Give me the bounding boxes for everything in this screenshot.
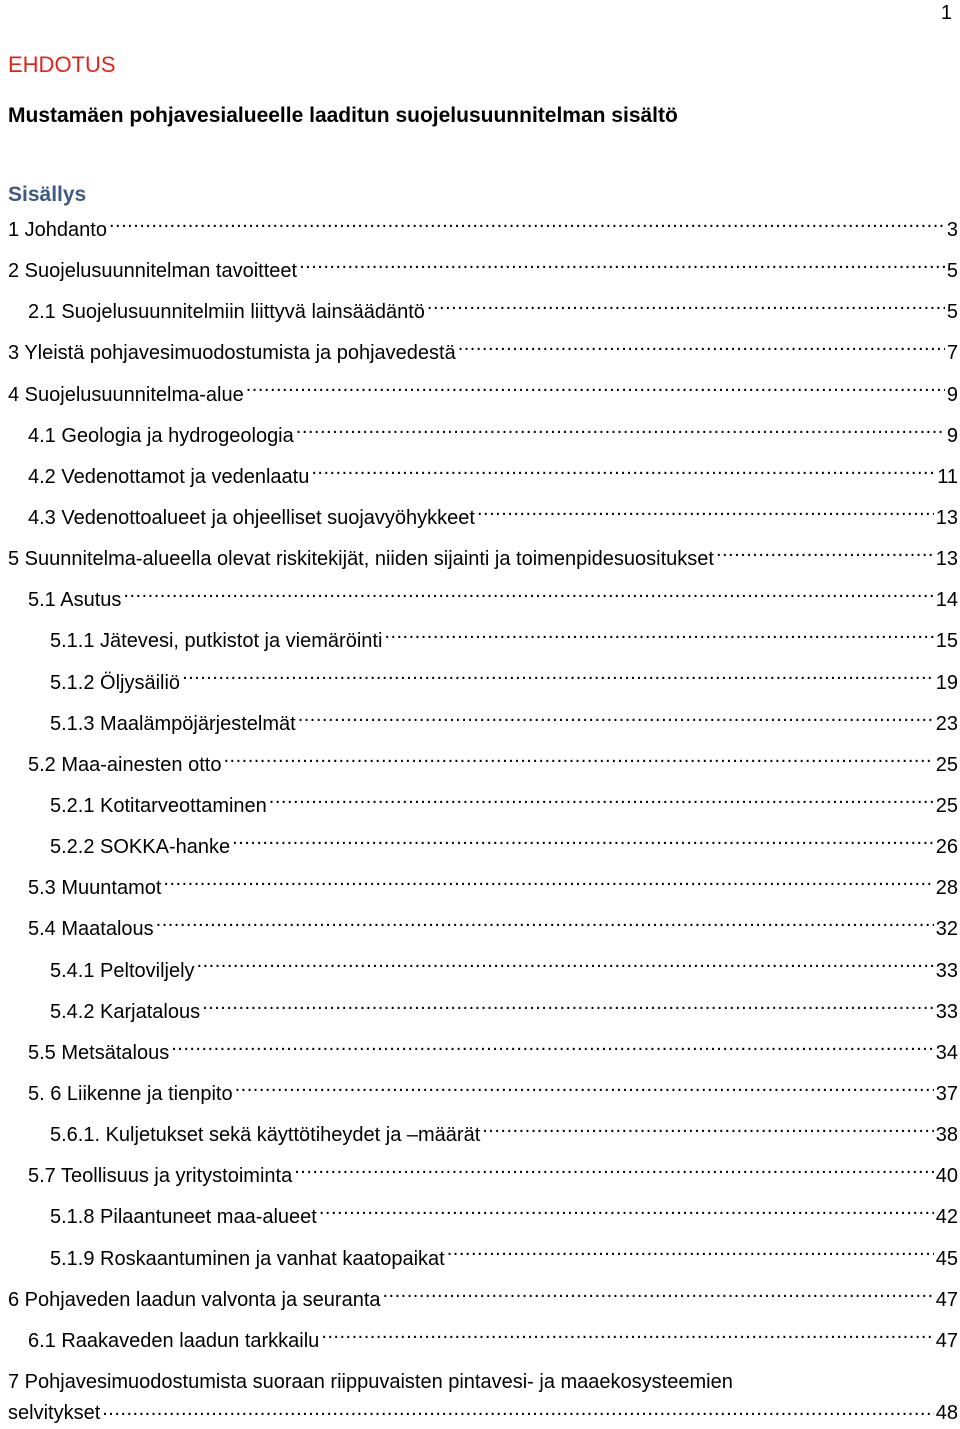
toc-entry[interactable]	[8, 498, 958, 539]
toc-entry-title: 5.4.1 Peltoviljely	[50, 959, 195, 982]
dot-leader	[246, 381, 945, 401]
toc-entry-page: 15	[935, 630, 958, 653]
dot-leader	[156, 915, 934, 935]
toc-entry[interactable]	[8, 786, 958, 827]
toc-entry-title: 5 Suunnitelma-alueella olevat riskitekijät, niiden sijainti ja toimenpidesuositukset	[8, 548, 714, 571]
toc-entry-title: 5.4 Maatalous	[28, 918, 154, 941]
dot-leader	[171, 1039, 934, 1059]
toc-entry-page: 34	[935, 1041, 958, 1064]
toc-entry-page: 5	[946, 260, 958, 283]
toc-entry[interactable]	[8, 1115, 958, 1156]
toc-entry-title: 2 Suojelusuunnitelman tavoitteet	[8, 260, 298, 283]
toc-entry-title: 7 Pohjavesimuodostumista suoraan riippuvaisten pintavesi- ja maaekosysteemien	[8, 1370, 733, 1393]
dot-leader	[477, 504, 934, 524]
dot-leader	[269, 792, 934, 812]
toc-entry-page: 9	[946, 383, 958, 406]
toc-entry[interactable]	[8, 457, 958, 498]
dot-leader	[163, 874, 933, 894]
toc-entry-page: 37	[935, 1082, 958, 1105]
toc-entry-title: 2.1 Suojelusuunnitelmiin liittyvä lainsäädäntö	[28, 301, 425, 324]
toc-entry-page: 23	[935, 712, 958, 735]
toc-entry[interactable]	[8, 621, 958, 662]
toc-entry-title: 4 Suojelusuunnitelma-alue	[8, 383, 244, 406]
dot-leader	[202, 998, 934, 1018]
toc-entry[interactable]	[8, 416, 958, 457]
dot-leader	[102, 1399, 934, 1419]
toc-entry[interactable]	[8, 210, 958, 251]
toc-entry[interactable]	[8, 868, 958, 909]
dot-leader	[427, 298, 945, 318]
toc-entry-title: 5.5 Metsätalous	[28, 1041, 170, 1064]
toc-entry-page: 48	[935, 1401, 958, 1424]
toc-entry-page: 40	[935, 1165, 958, 1188]
toc-entry-title: 5.1.1 Jätevesi, putkistot ja viemäröinti	[50, 630, 383, 653]
toc-entry-title: 5.1.9 Roskaantuminen ja vanhat kaatopaikat	[50, 1247, 445, 1270]
toc-entry[interactable]	[8, 951, 958, 992]
toc-entry-title: 5.2.1 Kotitarveottaminen	[50, 794, 267, 817]
toc-entry-page: 33	[935, 959, 958, 982]
toc-entry-page: 7	[946, 342, 958, 365]
toc-entry-title: 5.1 Asutus	[28, 589, 122, 612]
toc-entry[interactable]	[8, 909, 958, 950]
toc-entry[interactable]	[8, 1280, 958, 1321]
dot-leader	[311, 463, 935, 483]
dot-leader	[235, 1080, 934, 1100]
toc-entry[interactable]	[8, 1156, 958, 1197]
toc-entry[interactable]	[8, 539, 958, 580]
dot-leader	[298, 710, 934, 730]
toc-entry[interactable]	[8, 333, 958, 374]
toc-entry-title: 5.1.8 Pilaantuneet maa-alueet	[50, 1206, 317, 1229]
toc-entry-title-continued: selvitykset	[8, 1401, 101, 1424]
dot-leader	[384, 627, 933, 647]
toc-entry[interactable]	[8, 992, 958, 1033]
toc-entry[interactable]	[8, 1197, 958, 1238]
toc-entry-page: 45	[935, 1247, 958, 1270]
toc-entry[interactable]	[8, 580, 958, 621]
toc-entry-page: 42	[935, 1206, 958, 1229]
toc-entry-page: 25	[935, 753, 958, 776]
dot-leader	[299, 257, 945, 277]
document-title: Mustamäen pohjavesialueelle laaditun suojelusuunnitelman sisältö	[8, 104, 678, 127]
toc-entry-page: 47	[935, 1288, 958, 1311]
toc-entry-title: 5.4.2 Karjatalous	[50, 1000, 201, 1023]
toc-entry-title: 3 Yleistä pohjavesimuodostumista ja pohjavedestä	[8, 342, 456, 365]
toc-entry[interactable]	[8, 292, 958, 333]
toc-entry-page: 47	[935, 1329, 958, 1352]
toc-entry[interactable]	[8, 827, 958, 868]
dot-leader	[716, 545, 934, 565]
dot-leader	[319, 1203, 934, 1223]
dot-leader	[182, 669, 934, 689]
toc-entry-title: 5.7 Teollisuus ja yritystoiminta	[28, 1165, 293, 1188]
toc-entry-page: 33	[935, 1000, 958, 1023]
toc-entry-title: 4.1 Geologia ja hydrogeologia	[28, 424, 294, 447]
toc-entry[interactable]	[8, 1033, 958, 1074]
toc-entry-title: 5.6.1. Kuljetukset sekä käyttötiheydet ja –määrät	[50, 1124, 481, 1147]
toc-entry[interactable]	[8, 251, 958, 292]
toc-entry-title: 4.3 Vedenottoalueet ja ohjeelliset suojavyöhykkeet	[28, 506, 475, 529]
toc-entry[interactable]	[8, 704, 958, 745]
toc-entry[interactable]	[8, 1362, 958, 1429]
toc-entry-title: 6.1 Raakaveden laadun tarkkailu	[28, 1329, 320, 1352]
dot-leader	[294, 1162, 934, 1182]
toc-entry-page: 14	[935, 589, 958, 612]
toc-entry[interactable]	[8, 1074, 958, 1115]
toc-entry-title: 5.1.3 Maalämpöjärjestelmät	[50, 712, 296, 735]
toc-entry-page: 26	[935, 836, 958, 859]
toc-entry[interactable]	[8, 375, 958, 416]
dot-leader	[482, 1121, 934, 1141]
toc-entry-page: 5	[946, 301, 958, 324]
toc-entry-page: 19	[935, 671, 958, 694]
dot-leader	[197, 957, 934, 977]
dot-leader	[109, 216, 945, 236]
toc-entry[interactable]	[8, 663, 958, 704]
toc-entry-page: 11	[937, 465, 958, 488]
dot-leader	[458, 339, 945, 359]
dot-leader	[223, 751, 933, 771]
toc-entry[interactable]	[8, 1321, 958, 1362]
toc-entry-page: 32	[935, 918, 958, 941]
dot-leader	[296, 422, 945, 442]
table-of-contents	[8, 210, 958, 1429]
dot-leader	[232, 833, 934, 853]
toc-entry-title: 5.2 Maa-ainesten otto	[28, 753, 222, 776]
toc-entry-page: 38	[935, 1124, 958, 1147]
toc-entry-page: 9	[946, 424, 958, 447]
dot-leader	[447, 1245, 934, 1265]
toc-entry[interactable]	[8, 1239, 958, 1280]
toc-heading: Sisällys	[8, 183, 87, 206]
toc-entry-page: 13	[935, 506, 958, 529]
toc-entry-page: 13	[935, 548, 958, 571]
dot-leader	[123, 586, 933, 606]
toc-entry-title: 1 Johdanto	[8, 219, 107, 241]
toc-entry-title: 5.3 Muuntamot	[28, 877, 162, 900]
toc-entry-page: 25	[935, 794, 958, 817]
toc-entry-title: 5. 6 Liikenne ja tienpito	[28, 1082, 233, 1105]
toc-entry-title: 6 Pohjaveden laadun valvonta ja seuranta	[8, 1288, 381, 1311]
toc-entry-title: 5.2.2 SOKKA-hanke	[50, 836, 231, 859]
toc-entry-page: 3	[946, 219, 958, 241]
toc-entry-title: 4.2 Vedenottamot ja vedenlaatu	[28, 465, 310, 488]
draft-label: EHDOTUS	[8, 52, 116, 77]
dot-leader	[383, 1286, 934, 1306]
toc-entry[interactable]	[8, 745, 958, 786]
page-number: 1	[940, 2, 952, 24]
dot-leader	[321, 1327, 933, 1347]
toc-entry-page: 28	[935, 877, 958, 900]
toc-entry-title: 5.1.2 Öljysäiliö	[50, 671, 181, 694]
